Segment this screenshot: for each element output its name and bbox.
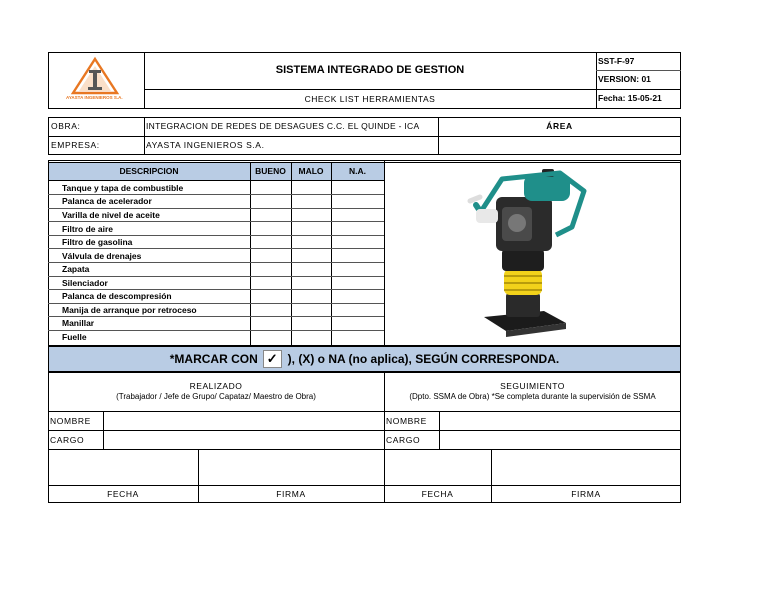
form-subtitle: CHECK LIST HERRAMIENTAS [304, 94, 436, 104]
list-item: Zapata [62, 264, 90, 274]
area-label: ÁREA [546, 121, 573, 131]
list-item: Manillar [62, 318, 95, 328]
list-item: Varilla de nivel de aceite [62, 210, 160, 220]
tamping-rammer-image [462, 165, 592, 340]
checkmark-icon: ✓ [266, 351, 278, 366]
checkmark-box [263, 350, 282, 368]
seguimiento-title: SEGUIMIENTO [500, 381, 565, 391]
seguimiento-fecha-label: FECHA [421, 489, 454, 499]
list-item: Válvula de drenajes [62, 251, 142, 261]
realizado-nombre-label: NOMBRE [50, 416, 91, 426]
seguimiento-cargo-label: CARGO [386, 435, 421, 445]
empresa-value: AYASTA INGENIEROS S.A. [146, 140, 265, 150]
form-version: VERSION: 01 [598, 74, 651, 84]
seguimiento-fecha-field[interactable] [385, 450, 490, 484]
list-item: Manija de arranque por retroceso [62, 305, 197, 315]
col-bueno: BUENO [255, 166, 286, 176]
instruction-suffix: ), (X) o NA (no aplica), SEGÚN CORRESPONDA. [287, 352, 560, 366]
list-item: Fuelle [62, 332, 87, 342]
realizado-subtitle: (Trabajador / Jefe de Grupo/ Capataz/ Maestro de Obra) [116, 392, 316, 401]
seguimiento-subtitle: (Dpto. SSMA de Obra) *Se completa durante la supervisión de SSMA [409, 392, 656, 401]
realizado-fecha-label: FECHA [107, 489, 139, 499]
realizado-nombre-field[interactable] [104, 412, 383, 429]
instruction-text [48, 346, 681, 372]
realizado-cargo-label: CARGO [50, 435, 85, 445]
obra-label: OBRA: [51, 121, 81, 131]
realizado-firma-field[interactable] [199, 450, 383, 484]
realizado-fecha-field[interactable] [49, 450, 197, 484]
seguimiento-firma-label: FIRMA [571, 489, 601, 499]
realizado-cargo-field[interactable] [104, 431, 383, 448]
col-malo: MALO [298, 166, 324, 176]
seguimiento-nombre-label: NOMBRE [386, 416, 427, 426]
form-title: SISTEMA INTEGRADO DE GESTION [275, 64, 465, 76]
list-item: Filtro de aire [62, 224, 114, 234]
seguimiento-nombre-field[interactable] [440, 412, 680, 429]
list-item: Filtro de gasolina [62, 237, 133, 247]
company-logo [62, 56, 128, 104]
col-descripcion: DESCRIPCION [119, 166, 179, 176]
list-item: Palanca de descompresión [62, 291, 172, 301]
list-item: Silenciador [62, 278, 108, 288]
instruction-prefix: *MARCAR CON [169, 352, 258, 366]
obra-value: INTEGRACION DE REDES DE DESAGUES C.C. EL QUINDE - ICA [146, 121, 420, 131]
form-code: SST-F-97 [598, 56, 635, 66]
list-item: Tanque y tapa de combustible [62, 183, 184, 193]
list-item: Palanca de acelerador [62, 196, 152, 206]
seguimiento-cargo-field[interactable] [440, 431, 680, 448]
realizado-title: REALIZADO [189, 381, 243, 391]
empresa-label: EMPRESA: [51, 140, 100, 150]
col-na: N.A. [349, 166, 366, 176]
seguimiento-firma-field[interactable] [492, 450, 680, 484]
tamping-rammer-icon [462, 165, 592, 340]
realizado-firma-label: FIRMA [276, 489, 306, 499]
logo-text: AYASTA INGENIEROS S.A. [66, 95, 123, 100]
form-date: Fecha: 15-05-21 [598, 93, 662, 103]
